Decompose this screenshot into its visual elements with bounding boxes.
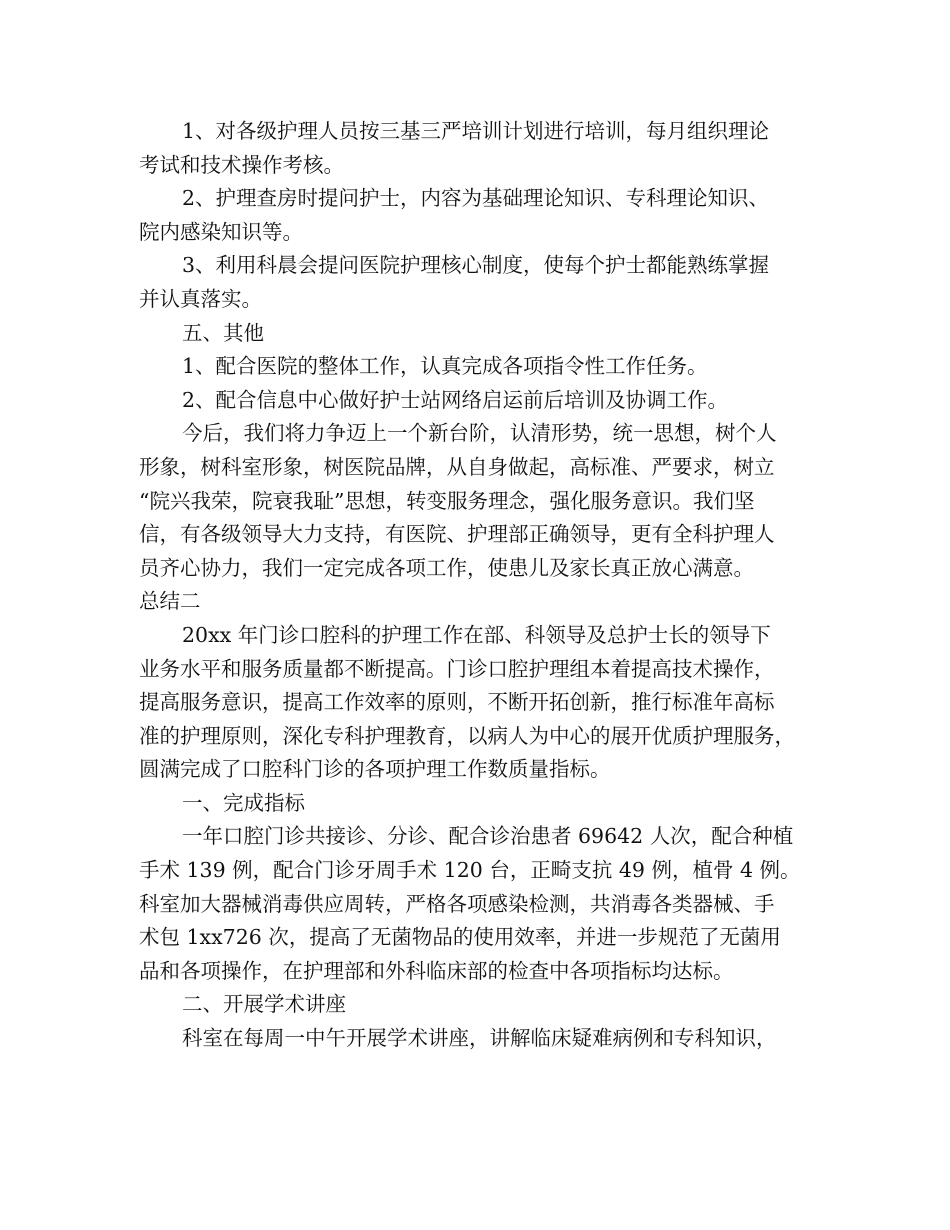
section-title: 总结二: [139, 589, 201, 614]
text-line: 20xx 年门诊口腔科的护理工作在部、科领导及总护士长的领导下: [182, 622, 771, 647]
text-line: 提高服务意识，提高工作效率的原则，不断开拓创新，推行标准年高标: [139, 690, 775, 715]
text-line: 手术 139 例，配合门诊牙周手术 120 台，正畸支抗 49 例，植骨 4 例。: [139, 858, 801, 883]
text-line: 圆满完成了口腔科门诊的各项护理工作数质量指标。: [139, 757, 611, 782]
text-line: 今后，我们将力争迈上一个新台阶，认清形势，统一思想，树个人: [182, 421, 777, 446]
text-line: 院内感染知识等。: [139, 219, 303, 244]
text-line: 信，有各级领导大力支持，有医院、护理部正确领导，更有全科护理人: [139, 522, 775, 547]
section-heading: 五、其他: [182, 320, 264, 345]
section-heading: 二、开展学术讲座: [182, 992, 346, 1017]
document-body: [139, 115, 829, 1056]
text-line: “院兴我荣，院衰我耻”思想，转变服务理念，强化服务意识。我们坚: [139, 488, 755, 513]
text-line: 3、利用科晨会提问医院护理核心制度，使每个护士都能熟练掌握: [182, 253, 770, 278]
text-line: 准的护理原则，深化专科护理教育，以病人为中心的展开优质护理服务，: [139, 723, 795, 748]
text-line: 考试和技术操作考核。: [139, 152, 344, 177]
text-line: 并认真落实。: [139, 286, 262, 311]
text-line: 一年口腔门诊共接诊、分诊、配合诊治患者 69642 人次，配合种植: [182, 824, 794, 849]
text-line: 1、对各级护理人员按三基三严培训计划进行培训，每月组织理论: [182, 119, 770, 143]
text-line: 2、护理查房时提问护士，内容为基础理论知识、专科理论知识、: [182, 186, 770, 211]
text-line: 业务水平和服务质量都不断提高。门诊口腔护理组本着提高技术操作，: [139, 656, 775, 681]
text-line: 员齐心协力，我们一定完成各项工作，使患儿及家长真正放心满意。: [139, 555, 754, 580]
text-line: 1、配合医院的整体工作，认真完成各项指令性工作任务。: [182, 354, 708, 379]
text-line: 2、配合信息中心做好护士站网络启运前后培训及协调工作。: [182, 387, 729, 412]
text-line: 形象，树科室形象，树医院品牌，从自身做起，高标准、严要求，树立: [139, 454, 775, 479]
text-line: 科室在每周一中午开展学术讲座，讲解临床疑难病例和专科知识，: [182, 1026, 777, 1051]
text-line: 术包 1xx726 次，提高了无菌物品的使用效率，并进一步规范了无菌用: [139, 925, 781, 950]
text-line: 科室加大器械消毒供应周转，严格各项感染检测，共消毒各类器械、手: [139, 891, 775, 916]
text-line: 品和各项操作，在护理部和外科临床部的检查中各项指标均达标。: [139, 958, 734, 983]
section-heading: 一、完成指标: [182, 790, 305, 815]
